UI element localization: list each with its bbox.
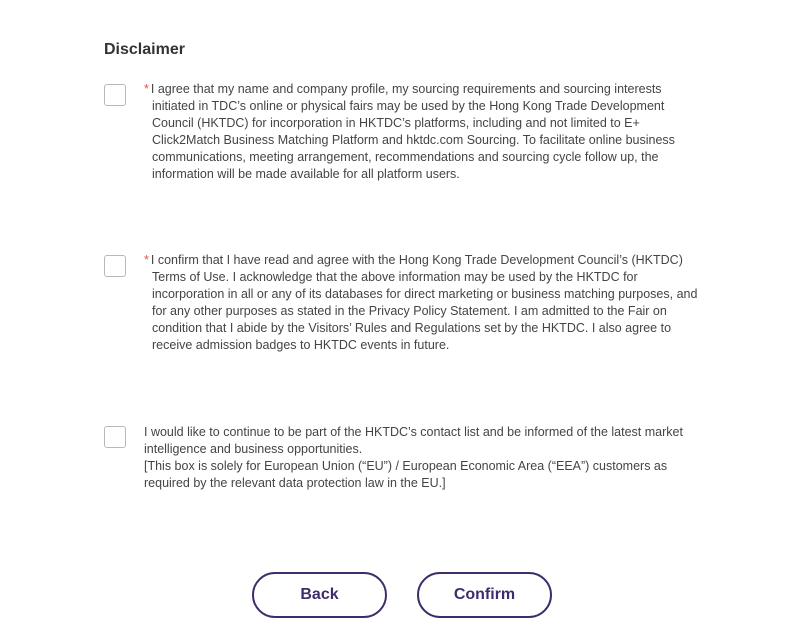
disclaimer-item-2-text (144, 252, 706, 354)
agree-terms-checkbox[interactable] (104, 255, 126, 277)
contact-list-checkbox[interactable] (104, 426, 126, 448)
disclaimer-item-3 (104, 422, 704, 512)
action-buttons (0, 572, 812, 620)
disclaimer-item-1-body: I agree that my name and company profile, my sourcing requirements and sourcing interests initiated in TDC’s online or physical fairs may be used by the Hong Kong Trade Development Council (HKTDC) for incorporation in HKTDC’s platforms, including and not limited to E+ Click2Match Business Matching Platform and hktdc.com Sourcing. To facilitate online business communications, meeting arrangement, recommendations and sourcing cycle follow up, the information will be made available for all platform users. (150, 82, 675, 181)
confirm-button[interactable]: Confirm (417, 572, 552, 618)
back-button[interactable]: Back (252, 572, 387, 618)
disclaimer-item-3-text (144, 424, 704, 492)
disclaimer-item-2-body: I confirm that I have read and agree with the Hong Kong Trade Development Council’s (HKTDC) Terms of Use. I acknowledge that the above information may be used by the HKTDC for incorporation in all or any of its databases for direct marketing or business matching purposes, and for any other purposes as stated in the Privacy Policy Statement. I am admitted to the Fair on condition that I abide by the Visitors’ Rules and Regulations set by the HKTDC. I also agree to receive admission badges to HKTDC events in future. (150, 253, 698, 352)
required-mark: * (144, 82, 149, 96)
disclaimer-item-1 (104, 80, 704, 200)
required-mark: * (144, 253, 149, 267)
disclaimer-item-2 (104, 251, 704, 371)
disclaimer-item-3-body: I would like to continue to be part of the HKTDC’s contact list and be informed of the latest market intelligence and business opportunities. (144, 425, 683, 456)
agree-sourcing-checkbox[interactable] (104, 84, 126, 106)
disclaimer-item-1-text (144, 81, 706, 183)
disclaimer-title: Disclaimer (104, 41, 185, 58)
disclaimer-item-3-note: [This box is solely for European Union (“EU”) / European Economic Area (“EEA”) customers as required by the relevant data protection law in the EU.] (144, 459, 668, 490)
